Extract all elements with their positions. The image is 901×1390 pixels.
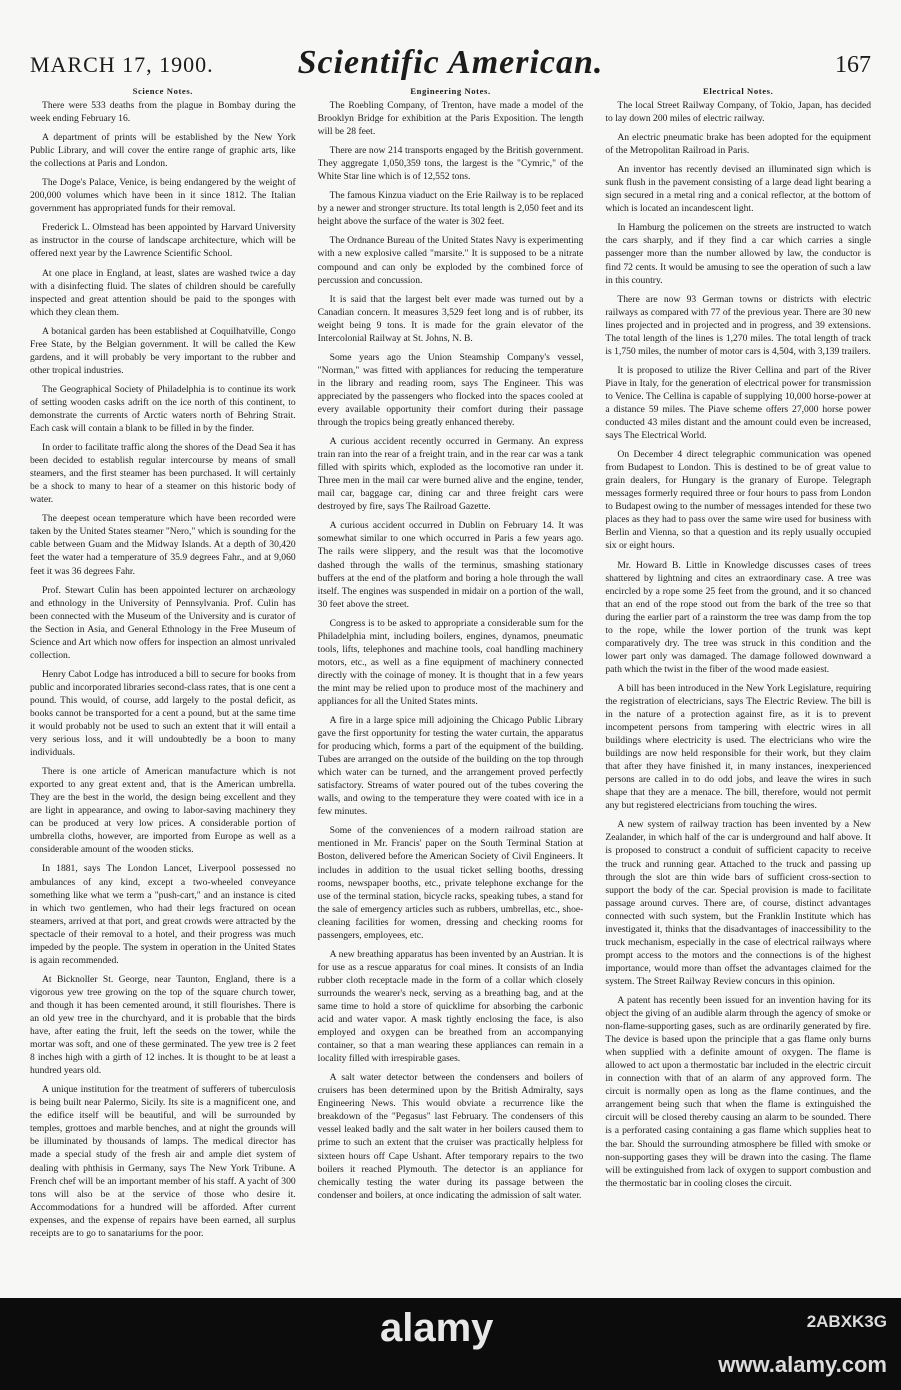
article-paragraph: In Hamburg the policemen on the streets are instructed to watch the cars sharply, and if they find a car which carries a single passenger more than the number allowed by law, the conductor is find 72 cents. It would be amusing to see the operation of such a law in this country. (605, 222, 872, 286)
column-heading: Engineering Notes. (410, 86, 491, 96)
article-paragraph: A salt water detector between the condensers and boilers of cruisers has been determined upon by the British Admiralty, says Engineering News. This would obviate a recurrence like the breakdown of the "Pegasus" last February. The condensers of this vessel leaked badly and the salt water in her boilers caused them to prime to such an extent that the cruiser was practically helpless for sixteen hours off Cape Ushant. After temporary repairs to the two boilers it reached Plymouth. The detector is an appliance for chemically testing the water during its passage between the condenser and boilers, at once indicating the admission of salt water. (317, 1072, 584, 1201)
masthead-title: Scientific American. (297, 44, 604, 81)
article-paragraph: A department of prints will be established by the New York Public Library, and will cover the entire range of graphic arts, like the collections at Paris and London. (30, 132, 296, 170)
article-paragraph: In 1881, says The London Lancet, Liverpool possessed no ambulances of any kind, except a two-wheeled conveyance something like what we term a "push-cart," and an instance is cited in which two gentlemen, who had their legs fractured on ocean steamers, arrived at that port, and great crowds were attracted by the spectacle of their removal to a hotel, and their progress was much impeded by the people. The system in operation in the United States is again recommended. (30, 863, 296, 966)
article-paragraph: Some years ago the Union Steamship Company's vessel, "Norman," was fitted with appliances for reducing the temperature in the library and reading room, says The Engineer. This was appreciated by the passengers who flocked into the spaces cooled at every available opportunity their comfort during their passage through the tropics being greatly enhanced thereby. (317, 351, 584, 429)
article-paragraph: There were 533 deaths from the plague in Bombay during the week ending February 16. (30, 100, 296, 125)
article-paragraph: An electric pneumatic brake has been adopted for the equipment of the Metropolitan Railroad in Paris. (605, 132, 872, 157)
article-paragraph: The Doge's Palace, Venice, is being endangered by the weight of 200,000 volumes which have been in it since 1812. The Italian government has appropriated funds for their removal. (30, 177, 296, 215)
article-paragraph: It is proposed to utilize the River Cellina and part of the River Piave in Italy, for the generation of electrical power for transmission to Venice. The Cellina is capable of supplying 10,000 horse-power at a distance 59 miles. The Piave scheme offers 27,000 horse power conducted 43 miles distant and the amount could even be increased, says The Electrical World. (605, 364, 872, 442)
article-paragraph: Prof. Stewart Culin has been appointed lecturer on archæology and ethnology in the University of Pennsylvania. Prof. Culin has been connected with the Museum of the University and is curator of the Section in Asia, and General Ethnology in the Free Museum of Science and Art which now offers for inspection an almost unrivaled collection. (30, 584, 296, 661)
article-paragraph: A new breathing apparatus has been invented by an Austrian. It is for use as a rescue apparatus for coal mines. It consists of an India rubber cloth receptacle made in the form of a collar which closely surrounds the wearer's neck, serving as a breathing bag, and at the same time to hold a store of quicklime for absorbing the carbonic acid and water vapor. A mask tightly enclosing the face, is also employed and oxygen can be breathed from an accompanying container, so that a man wearing these appliances can remain in a locality filled with irrespirable gases. (317, 948, 584, 1065)
article-paragraph: The famous Kinzua viaduct on the Erie Railway is to be replaced by a newer and stronger structure. Its total length is 2,050 feet and its height above the surface of the water is 302 feet. (317, 190, 584, 228)
article-paragraph: At one place in England, at least, slates are washed twice a day with a disinfecting fluid. The slates of children should be carefully inspected and great attention should be paid to the sponges with which they clean them. (30, 267, 296, 318)
column-engineering-notes (318, 86, 584, 1286)
article-paragraph: A fire in a large spice mill adjoining the Chicago Public Library gave the first opportunity for testing the water curtain, the apparatus for producing which, forms a part of the equipment of the building. Tubes are arranged on the outside of the building on the top through which water can be turned, and the arrangement proved perfectly satisfactory. Streams of water poured out of the tubes covering the walls, and owing to the temperature they were coated with ice in a few minutes. (317, 715, 584, 818)
article-paragraph: A curious accident occurred in Dublin on February 14. It was somewhat similar to one which occurred in Paris a few years ago. The rails were slippery, and the result was that the locomotive dashed through the walls of the terminus, smashing stationary buffers at the end of the platform and boring a hole through the wall itself. The engines was suspended in midair on a portion of the wall, 30 feet above the street. (317, 520, 584, 610)
article-paragraph: Frederick L. Olmstead has been appointed by Harvard University as instructor in the course of landscape architecture, which will be offered next year by the Lawrence Scientific School. (30, 222, 296, 260)
article-paragraph: It is said that the largest belt ever made was turned out by a Canadian concern. It measures 3,529 feet long and is of rubber, its weight being 9 tons. It is made for the grain elevator of the Intercolonial Railway at St. Johns, N. B. (317, 293, 584, 344)
article-paragraph: Congress is to be asked to appropriate a considerable sum for the Philadelphia mint, including boilers, engines, dynamos, pneumatic tools, lifts, telephones and machine tools, coal handling machinery motors, etc., as well as a fine equipment of machinery connected directly with the coinage of money. It is thought that in a few years the mint may be relied upon to produce most of the machinery and appliances for all the United States mints. (317, 617, 584, 707)
page-number: 167 (835, 52, 871, 78)
article-paragraph: A patent has recently been issued for an invention having for its object the giving of an audible alarm through the agency of smoke or non-flame-supporting gases, such as are ordinarily generated by fire. The device is based upon the principle that a gas flame only burns when supplied with a definite amount of oxygen. The flame is allowed to act upon a thermostatic bar included in the electric circuit in connection with that of an alarm of any approved form. The circuit is normally open as long as the flame continues, and the arrangement being such that when the flame is extinguished the circuit will be closed thereby causing an alarm to be sounded. There is a perforated casing containing a gas flame which supplies heat to the bar. Should the surrounding atmosphere be filled with smoke or non-supporting gases they will be drawn into the casing. The flame will be extinguished from lack of oxygen to support combustion and the thermostatic bar in cooling closes the circuit. (605, 995, 872, 1189)
article-paragraph: A curious accident recently occurred in Germany. An express train ran into the rear of a freight train, and in the rear car was a tank filled with spirits which, exploded as the locomotive ran under it. Three men in the mail car were burned alive and the engine, tender, mail car, baggage car, dining car and three freight cars were destroyed by fire, says The Railroad Gazette. (317, 436, 584, 513)
article-paragraph: There are now 214 transports engaged by the British government. They aggregate 1,050,359 tons, the largest is the "Cymric," of the White Star line which is of 12,552 tons. (317, 145, 584, 183)
article-paragraph: A unique institution for the treatment of sufferers of tuberculosis is being built near Palermo, Sicily. Its site is a magnificent one, and the edifice itself will be beautiful, and will be surrounded by temples, grottoes and marble benches, and at night the grounds will be illuminated by thousands of lamps. The medical director has made a special study of the fresh air and ample diet system of dealing with phthisis in Germany, says The New York Tribune. A French chef will be an important member of his staff. A yacht of 300 tons will also be at the service of those who desire it. Accommodations for a hundred will be afforded. After current expenses, and the expense of repairs have been earned, all surplus receipts are to go to sanatariums for the poor. (30, 1084, 296, 1239)
watermark-banner (0, 1298, 901, 1390)
image-id: 2ABXK3G (806, 1312, 887, 1331)
article-paragraph: The Ordnance Bureau of the United States Navy is experimenting with a new explosive called "marsite." It is supposed to be a nitrate compound and can only be exploded by the combined force of percussion and concussion. (317, 235, 584, 286)
issue-date: MARCH 17, 1900. (30, 52, 214, 77)
article-paragraph: Henry Cabot Lodge has introduced a bill to secure for books from public and incorporated libraries second-class rates, that is one cent a pound. This would, of course, add largely to the postal deficit, as books cannot be transported for a cent a pound, but at the same time it would probably not be used to such an extent that it will entail a very serious loss, and it will undoubtedly be a boon to many individuals. (30, 668, 296, 759)
column-science-notes (30, 86, 296, 1286)
article-paragraph: On December 4 direct telegraphic communication was opened from Budapest to London. This is destined to be of great value to grain dealers, for Hungary is the granary of Europe. Telegraph messages formerly required three or four hours to pass from London to Budapest owing to the number of messages intended for these two places as they had to pass over the same wire used for business with Berlin and Vienna, so that a question and its reply usually occupied six or eight hours. (605, 449, 872, 552)
article-paragraph: An inventor has recently devised an illuminated sign which is sunk flush in the pavement consisting of a large dead light bearing a sign secured in a metal ring and a conical reflector, at the bottom of which is located an incandescent light. (605, 164, 872, 215)
article-paragraph: A botanical garden has been established at Coquilhatville, Congo Free State, by the Belgian government. It will be called the Kew gardens, and it will probably be very important to the rubber and other tropical industries. (30, 325, 296, 376)
article-paragraph: The deepest ocean temperature which have been recorded were taken by the United States steamer "Nero," which is sounding for the cable between Guam and the Midway Islands. At a depth of 30,420 feet the water had a temperature of 35.9 degrees Fahr., and at 9,060 feet it was 36 degrees Fahr. (30, 513, 296, 577)
article-paragraph: There is one article of American manufacture which is not exported to any great extent and, that is the American umbrella. They are the best in the world, the design being excellent and they are light in appearance, and owing to labor-saving machinery they can be produced at very low prices. A considerable portion of umbrella cloths, however, are imported from Europe as well as a considerable amount of the wooden sticks. (30, 766, 296, 856)
banner-url: www.alamy.com (718, 1352, 887, 1377)
article-paragraph: In order to facilitate traffic along the shores of the Dead Sea it has been decided to establish regular intercourse by means of small steamers, and the first steamer has been purchased. It will certainly be a shock to many to hear of a steamer on this historic body of water. (30, 442, 296, 506)
column-heading: Science Notes. (132, 86, 194, 96)
column-heading: Electrical Notes. (703, 86, 774, 96)
alamy-logo: alamy (380, 1306, 494, 1350)
column-electrical-notes (605, 86, 871, 1286)
article-paragraph: At Bicknoller St. George, near Taunton, England, there is a vigorous yew tree growing on the top of the square church tower, and though it has been cemented around, it still flourishes. There is an old yew tree in the churchyard, and it is probable that the birds have, after eating the fruit, left the seeds on the tower, while the mortar was soft, and one of these germinated. The yew tree is 2 feet 8 inches high with a girth of 12 inches. It is thought to be at least a hundred years old. (30, 973, 296, 1077)
article-paragraph: The Geographical Society of Philadelphia is to continue its work of setting wooden casks adrift on the ice north of this continent, to demonstrate the currents of Arctic waters north of Behring Strait. Each cask will contain a blank to be filled in by the finder. (30, 383, 296, 435)
article-columns (30, 86, 871, 1286)
article-paragraph: A new system of railway traction has been invented by a New Zealander, in which half of the car is underground and half above. It is proposed to construct a conduit of sufficient capacity to receive the truck and running gear. Attached to the truck and passing up through the slot are thin wide bars of sufficient cross-section to support the body of the car. Special provision is made to facilitate passage around curves. There are, of course, distinct advantages connected with such system, but the Franklin Institute which has investigated it, thinks that the disadvantages of inaccessibility to the truck mechanism, especially in the case of electrical railways where prompt access to the motors and the connections is of the highest importance, would more than offset the advantages claimed for the system. The Street Railway Review concurs in this opinion. (605, 819, 872, 987)
article-paragraph: The local Street Railway Company, of Tokio, Japan, has decided to lay down 200 miles of electric railway. (605, 100, 872, 125)
page-header (30, 44, 871, 92)
article-paragraph: There are now 93 German towns or districts with electric railways as compared with 77 of the previous year. There are 30 new lines projected and in projected and in progress, and 39 extensions. The total length of the lines is 1,270 miles. The total length of track is 1,750 miles, the number of motor cars is 4,504, with 3,139 trailers. (605, 293, 872, 357)
article-paragraph: Mr. Howard B. Little in Knowledge discusses cases of trees shattered by lightning and cites an extraordinary case. A tree was encircled by a rope some 25 feet from the ground, and it so chanced that an end of the rope stood out from the bark of the tree so that during the earlier part of a rainstorm the tree was damp from the top to the rope, while the lower portion of the trunk was kept comparatively dry. The tree was struck in this condition and the lower part only was damaged. The damage followed downward a path which the twist in the fiber of the wood made easiest. (605, 559, 872, 675)
article-paragraph: The Roebling Company, of Trenton, have made a model of the Brooklyn Bridge for exhibition at the Paris Exposition. The length will be 28 feet. (317, 100, 584, 138)
article-paragraph: A bill has been introduced in the New York Legislature, requiring the registration of electricians, says The Electric Review. The bill is in the nature of a protection against fire, as it is to prevent incompetent persons from tampering with electric wires in all buildings where electricity is used. The electricians who wire the buildings are now held responsible for their work, but they claim that after they have finished it, in many instances, inexperienced persons are called in to do odd jobs, and leave the wires in such shape that they are a menace. The bill, therefore, would not permit any but registered electricians from touching the wires. (605, 682, 872, 812)
article-paragraph: Some of the conveniences of a modern railroad station are mentioned in Mr. Francis' paper on the South Terminal Station at Boston, delivered before the American Society of Civil Engineers. It includes in addition to the usual ticket selling booths, dressing rooms, newspaper booths, etc., private telephone exchange for the use of the terminal station, bicycle racks, speaking tubes, a stand for the sale of emergency articles such as rubbers, umbrellas, etc., shoe-cleaning facilities for women, dressing and checking rooms for passengers, employees, etc. (317, 825, 584, 941)
